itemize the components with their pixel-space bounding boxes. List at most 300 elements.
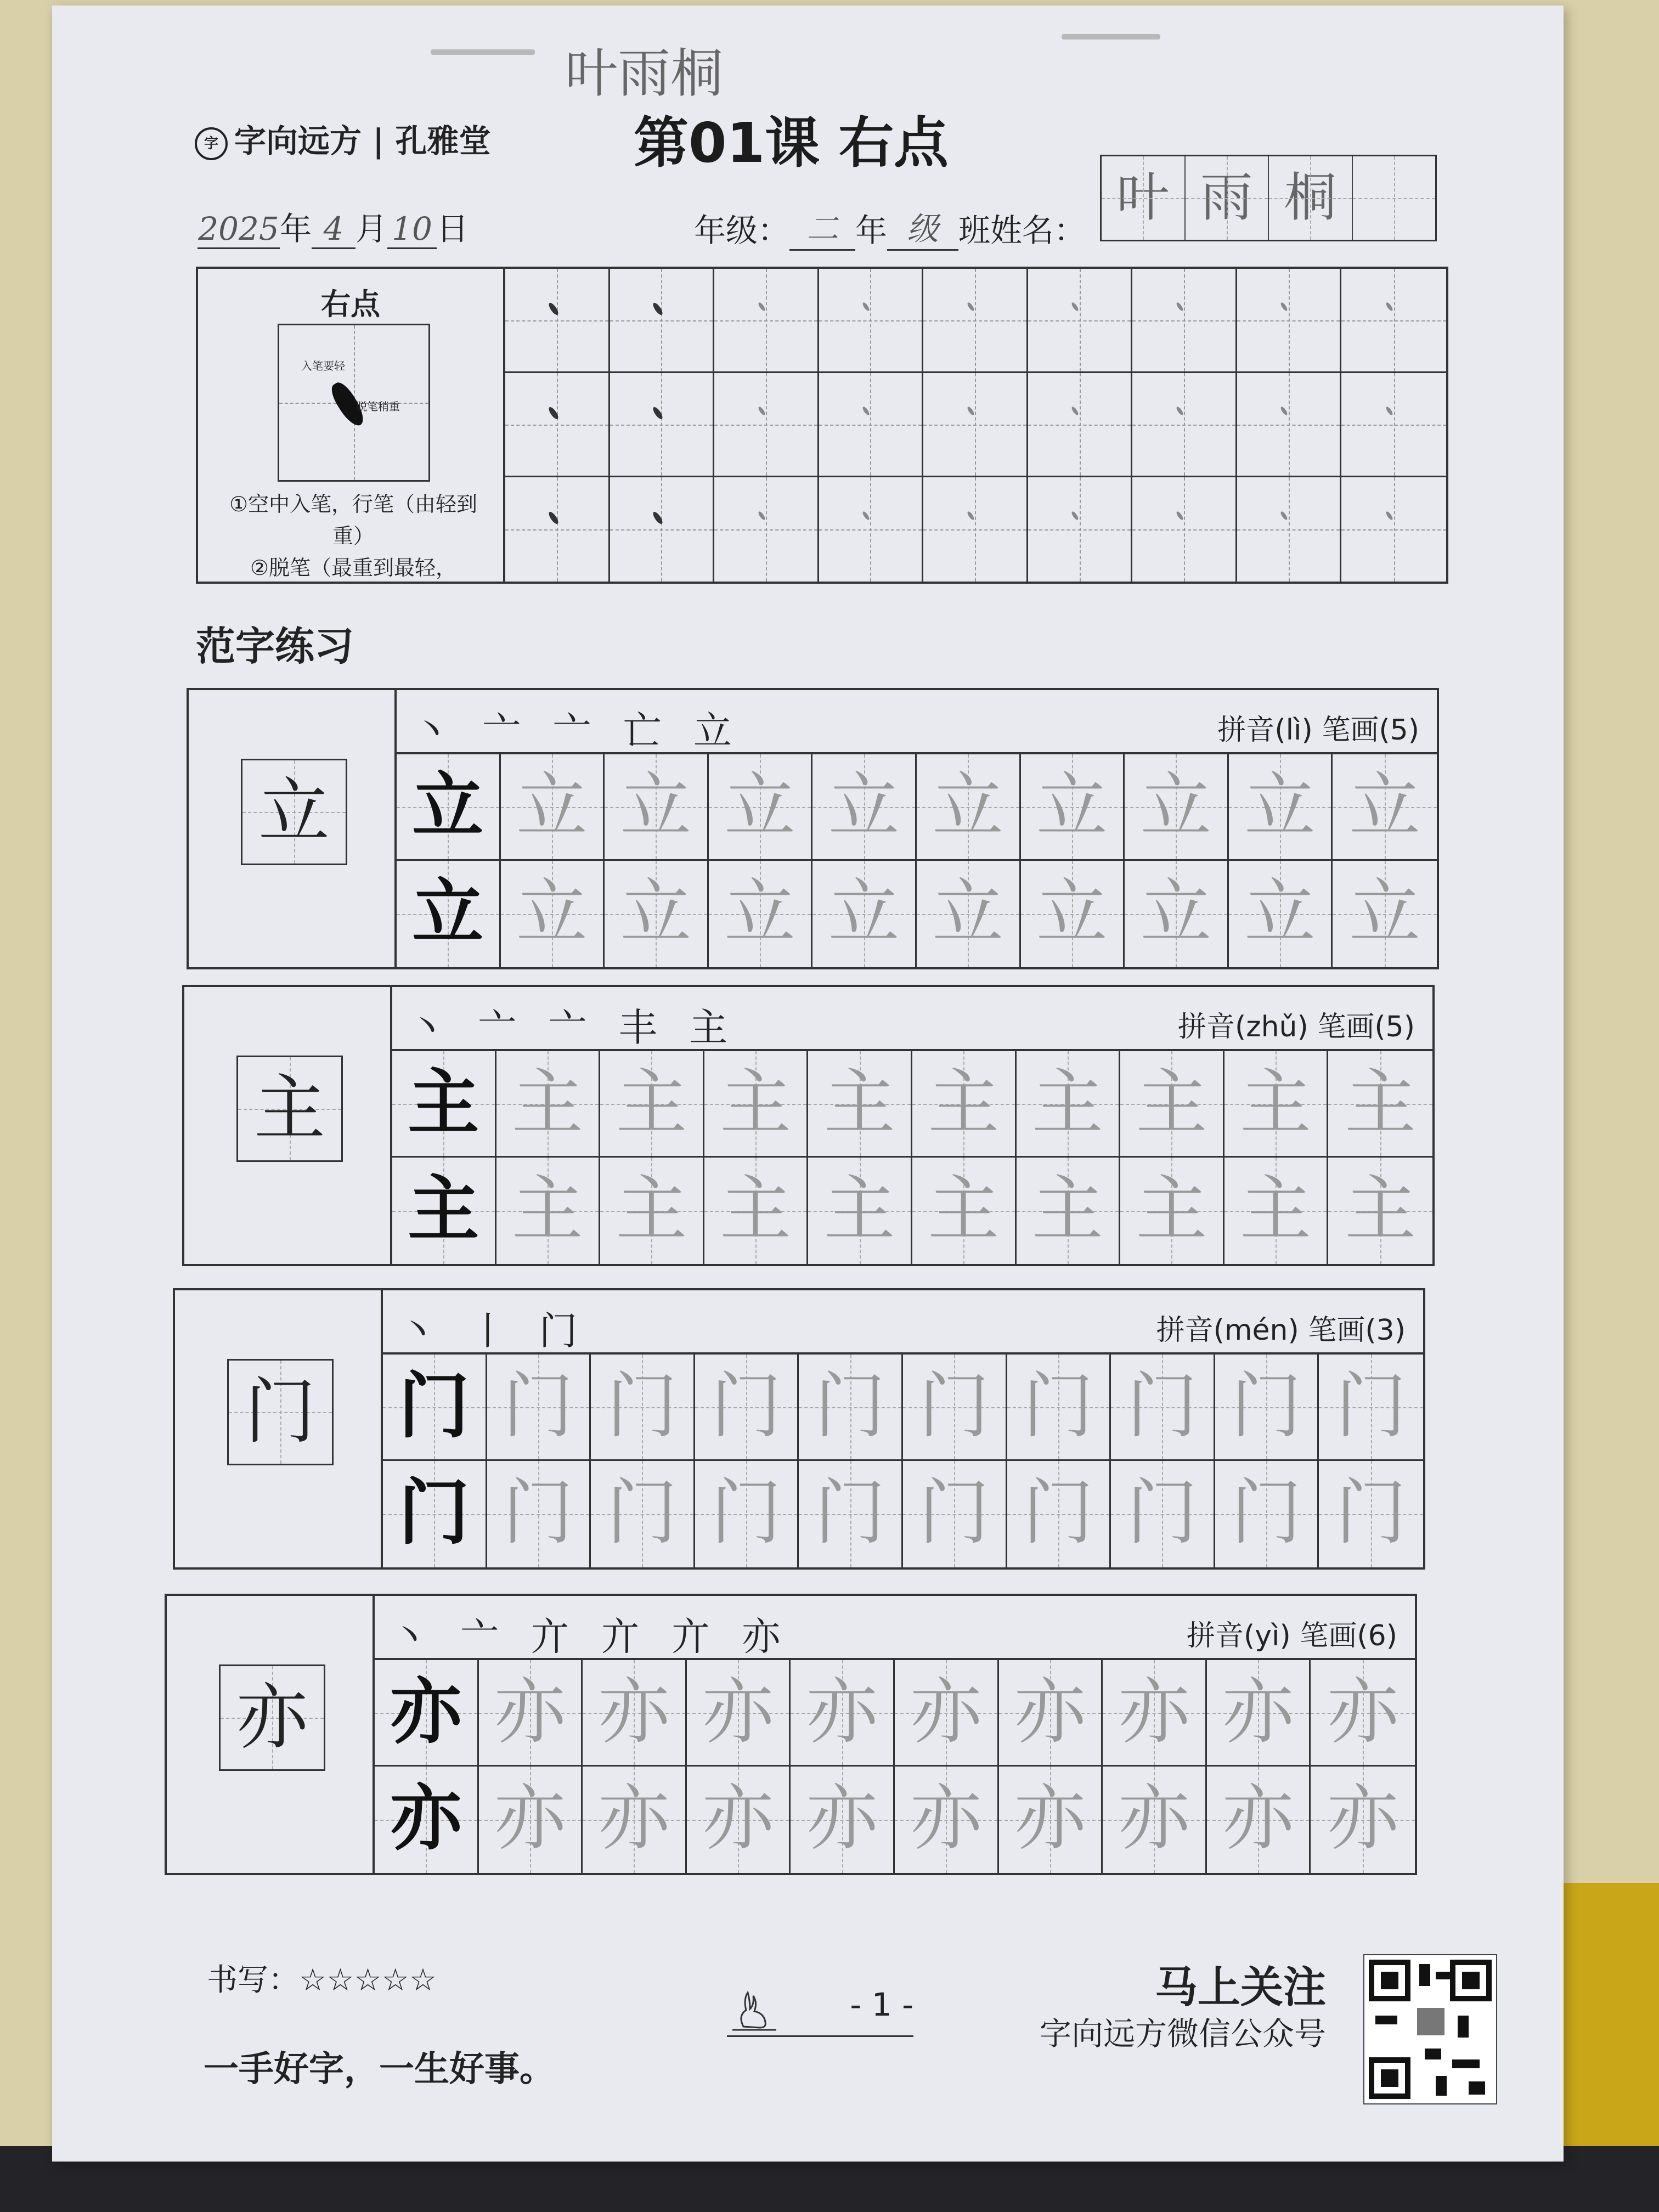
practice-cell[interactable]	[808, 1158, 912, 1264]
page-number-text: - 1 -	[850, 1986, 913, 2023]
staple-left	[431, 49, 535, 55]
stroke-practice-cell[interactable]	[923, 477, 1028, 582]
model-char-text: 亦	[390, 1776, 462, 1860]
handwritten-char: 立	[828, 871, 900, 954]
practice-cell[interactable]	[496, 1158, 601, 1264]
stroke-practice-cell[interactable]	[923, 269, 1028, 373]
practice-cell[interactable]	[1103, 1767, 1207, 1873]
handwritten-char: 立	[932, 871, 1004, 954]
practice-cell[interactable]	[1207, 1767, 1311, 1873]
stroke-order: 丶 亠 亣 亣 亣 亦	[390, 1614, 791, 1659]
model-char-cell	[383, 1355, 487, 1461]
handwritten-char: 主	[720, 1061, 792, 1144]
practice-cell[interactable]	[591, 1461, 695, 1567]
model-char-box	[236, 1056, 343, 1162]
stroke-practice-grid[interactable]	[505, 269, 1446, 582]
handwritten-char: 亦	[1014, 1670, 1086, 1753]
right-dot-mark	[862, 405, 871, 416]
handwritten-char: 立	[1244, 764, 1316, 848]
class-field[interactable]: 级	[887, 203, 958, 251]
handwritten-char: 门	[918, 1364, 990, 1448]
practice-cell[interactable]	[1017, 1158, 1121, 1264]
stroke-practice-cell[interactable]	[1028, 269, 1133, 373]
practice-cell[interactable]	[799, 1355, 903, 1461]
pinyin-label: 拼音	[1217, 714, 1275, 747]
pinyin-label: 拼音	[1177, 1011, 1235, 1043]
stroke-practice-block	[196, 267, 1448, 584]
practice-grid[interactable]	[392, 1051, 1432, 1264]
grade-year-label: 年	[855, 212, 888, 249]
qr-module	[1436, 1972, 1452, 1979]
right-dot-mark	[1280, 405, 1289, 416]
stroke-count-label: 笔画	[1322, 714, 1379, 747]
stroke-practice-cell[interactable]	[714, 373, 819, 477]
handwritten-char: 主	[823, 1167, 895, 1251]
rating-stars[interactable]: ☆☆☆☆☆	[299, 1962, 437, 1998]
practice-cell[interactable]	[1224, 1158, 1329, 1264]
right-dot-mark	[757, 301, 766, 312]
model-char-panel	[189, 690, 397, 967]
stroke-practice-cell[interactable]	[610, 477, 715, 582]
stroke-count-label: 笔画	[1317, 1011, 1375, 1043]
stroke-practice-cell[interactable]	[923, 373, 1028, 477]
practice-grid[interactable]	[383, 1355, 1423, 1567]
qr-code-icon[interactable]	[1363, 1954, 1497, 2104]
right-dot-mark	[862, 301, 871, 312]
handwritten-char: 门	[1126, 1471, 1198, 1554]
qr-module	[1458, 2016, 1469, 2038]
practice-cell[interactable]	[687, 1660, 791, 1767]
practice-cell[interactable]	[1333, 861, 1437, 967]
character-block	[173, 1288, 1425, 1570]
model-char: 主	[253, 1066, 325, 1150]
qr-finder-top-right	[1450, 1960, 1492, 2001]
practice-panel	[392, 987, 1432, 1264]
practice-cell[interactable]	[501, 754, 605, 861]
practice-cell[interactable]	[912, 1051, 1017, 1158]
stroke-practice-cell[interactable]	[1341, 477, 1446, 582]
practice-cell[interactable]	[799, 1461, 903, 1567]
handwritten-char: 亦	[1222, 1670, 1294, 1753]
stroke-demo-note-exit: 脱笔稍重	[356, 400, 400, 413]
practice-cell[interactable]	[1111, 1461, 1215, 1567]
model-char: 亦	[236, 1675, 308, 1759]
practice-cell[interactable]	[583, 1660, 687, 1767]
handwritten-char: 门	[1126, 1364, 1198, 1448]
model-char-text: 主	[408, 1167, 479, 1251]
practice-cell[interactable]	[479, 1660, 583, 1767]
date-day-field[interactable]: 10	[387, 210, 437, 249]
handwritten-char: 主	[928, 1167, 1000, 1251]
handwritten-char: 门	[710, 1471, 782, 1554]
handwritten-char: 立	[828, 764, 900, 848]
rating-label: 书写：	[207, 1962, 299, 1998]
stroke-count-value: (5)	[1374, 1011, 1415, 1043]
stroke-practice-cell[interactable]	[1028, 477, 1133, 582]
model-char-cell	[375, 1660, 479, 1767]
right-dot-mark	[966, 301, 975, 312]
pinyin-label: 拼音	[1186, 1620, 1244, 1652]
practice-cell[interactable]	[600, 1051, 704, 1158]
stroke-demo-box	[278, 324, 430, 482]
char-meta	[1187, 1612, 1397, 1654]
practice-cell[interactable]	[1207, 1660, 1311, 1767]
practice-cell[interactable]	[791, 1767, 895, 1873]
handwritten-char: 立	[724, 871, 796, 954]
right-dot-mark	[1385, 510, 1394, 521]
right-dot-mark	[1175, 510, 1184, 521]
practice-cell[interactable]	[1007, 1461, 1111, 1567]
practice-cell[interactable]	[704, 1051, 809, 1158]
name-char-1[interactable]: 叶	[1102, 156, 1186, 240]
practice-cell[interactable]	[812, 754, 917, 861]
date-day-label: 日	[437, 210, 469, 247]
handwritten-char: 亦	[1118, 1670, 1190, 1753]
handwritten-char: 门	[814, 1364, 886, 1448]
stroke-practice-cell[interactable]	[714, 269, 819, 373]
handwritten-char: 立	[932, 764, 1004, 848]
model-char-box	[219, 1664, 325, 1771]
stroke-practice-cell[interactable]	[819, 269, 924, 373]
handwritten-char: 门	[502, 1471, 574, 1554]
stroke-demo-note-entry: 入笔要轻	[301, 359, 345, 373]
handwritten-char: 立	[516, 764, 588, 848]
practice-cell[interactable]	[1120, 1051, 1224, 1158]
practice-cell[interactable]	[791, 1660, 895, 1767]
date-line	[198, 203, 469, 249]
practice-cell[interactable]	[903, 1461, 1007, 1567]
handwritten-char: 主	[1345, 1167, 1417, 1251]
right-dot-mark	[652, 301, 664, 316]
stroke-count-value: (6)	[1357, 1620, 1397, 1652]
right-dot-mark	[1385, 405, 1394, 416]
handwritten-char: 立	[1036, 871, 1108, 954]
practice-cell[interactable]	[999, 1660, 1103, 1767]
right-dot-mark	[757, 405, 766, 416]
stroke-practice-cell[interactable]	[610, 373, 715, 477]
follow-subtitle: 字向远方微信公众号	[1040, 2015, 1327, 2052]
handwritten-char: 门	[1022, 1364, 1094, 1448]
practice-cell[interactable]	[999, 1767, 1103, 1873]
model-char-text: 主	[408, 1060, 479, 1144]
handwritten-char: 主	[928, 1061, 1000, 1144]
practice-cell[interactable]	[605, 754, 709, 861]
handwritten-char: 亦	[1118, 1776, 1190, 1860]
right-dot-mark	[757, 510, 766, 521]
model-char-panel	[184, 987, 392, 1264]
right-dot-mark	[547, 301, 560, 316]
pinyin-value: (mén)	[1213, 1314, 1299, 1347]
handwritten-char: 立	[516, 871, 588, 954]
model-char-panel	[175, 1290, 383, 1567]
stroke-practice-cell[interactable]	[1132, 477, 1237, 582]
practice-cell[interactable]	[687, 1767, 791, 1873]
pinyin-value: (yì)	[1243, 1620, 1291, 1652]
name-char-3[interactable]: 桐	[1269, 156, 1353, 240]
model-char-text: 门	[398, 1470, 470, 1554]
handwritten-char: 立	[1244, 871, 1316, 954]
handwritten-char: 门	[710, 1364, 782, 1448]
stroke-practice-cell[interactable]	[505, 269, 610, 373]
practice-grid[interactable]	[397, 754, 1437, 967]
stroke-step-1: ①空中入笔，行笔（由轻到重）	[229, 492, 478, 548]
date-month-field[interactable]: 4	[312, 210, 356, 249]
right-dot-mark	[1385, 301, 1394, 312]
practice-cell[interactable]	[704, 1158, 809, 1264]
practice-cell[interactable]	[591, 1355, 695, 1461]
practice-cell[interactable]	[496, 1051, 601, 1158]
practice-cell[interactable]	[695, 1355, 799, 1461]
right-dot-mark	[1071, 301, 1080, 312]
handwritten-char: 亦	[910, 1670, 982, 1753]
handwritten-char: 立	[620, 764, 692, 848]
practice-cell[interactable]	[1103, 1660, 1207, 1767]
practice-cell[interactable]	[917, 754, 1021, 861]
grade-field[interactable]: 二	[789, 203, 855, 251]
practice-cell[interactable]	[1328, 1051, 1432, 1158]
model-char-text: 立	[412, 764, 484, 848]
stroke-info	[198, 269, 505, 582]
stroke-practice-cell[interactable]	[819, 477, 924, 582]
model-char: 门	[244, 1370, 316, 1453]
char-header	[397, 690, 1437, 754]
practice-cell[interactable]	[487, 1461, 591, 1567]
stroke-practice-cell[interactable]	[1237, 269, 1342, 373]
date-year-label: 年	[280, 210, 312, 247]
practice-cell[interactable]	[479, 1767, 583, 1873]
stroke-practice-cell[interactable]	[1028, 373, 1133, 477]
qr-center-logo	[1417, 2008, 1444, 2035]
right-dot-mark	[1071, 510, 1080, 521]
practice-panel	[397, 690, 1437, 967]
handwritten-char: 立	[1349, 764, 1421, 848]
stroke-count-value: (3)	[1365, 1314, 1406, 1347]
model-char: 立	[258, 770, 330, 853]
handwritten-char: 亦	[598, 1776, 670, 1860]
practice-cell[interactable]	[1021, 754, 1125, 861]
model-char-cell	[397, 754, 501, 861]
right-dot-mark	[652, 510, 664, 525]
handwritten-char: 主	[1031, 1167, 1103, 1251]
practice-cell[interactable]	[1229, 754, 1333, 861]
handwritten-char: 立	[1140, 871, 1212, 954]
lesson-title: 第01课 右点	[634, 111, 949, 175]
practice-cell[interactable]	[1125, 861, 1229, 967]
stroke-step-2: ②脱笔（最重到最轻，	[250, 556, 457, 580]
handwritten-char: 主	[1031, 1061, 1103, 1144]
practice-cell[interactable]	[1333, 754, 1437, 861]
name-box[interactable]	[1100, 155, 1437, 241]
handwritten-char: 门	[1231, 1471, 1302, 1554]
practice-cell[interactable]	[1311, 1767, 1415, 1873]
char-meta	[1178, 1003, 1415, 1045]
handwritten-char: 门	[1335, 1471, 1407, 1554]
practice-cell[interactable]	[501, 861, 605, 967]
handwritten-char: 门	[918, 1471, 990, 1554]
handwritten-char: 主	[616, 1167, 687, 1251]
practice-cell[interactable]	[917, 861, 1021, 967]
handwritten-char: 主	[616, 1061, 687, 1144]
practice-cell[interactable]	[1319, 1355, 1423, 1461]
handwritten-char: 亦	[494, 1670, 566, 1753]
practice-cell[interactable]	[895, 1660, 999, 1767]
practice-cell[interactable]	[912, 1158, 1017, 1264]
logo-text: 字向远方 | 孔雅堂	[234, 122, 491, 160]
handwritten-name-top: 叶雨桐	[565, 43, 723, 104]
practice-cell[interactable]	[1007, 1355, 1111, 1461]
practice-cell[interactable]	[1120, 1158, 1224, 1264]
right-dot-mark	[966, 510, 975, 521]
staple-right	[1062, 34, 1160, 40]
stroke-practice-cell[interactable]	[505, 373, 610, 477]
qr-module	[1419, 1964, 1430, 1986]
handwritten-char: 主	[823, 1061, 895, 1144]
practice-cell[interactable]	[1125, 754, 1229, 861]
handwritten-char: 亦	[702, 1670, 774, 1753]
stroke-practice-cell[interactable]	[610, 269, 715, 373]
right-dot-mark	[547, 405, 560, 420]
practice-cell[interactable]	[1021, 861, 1125, 967]
practice-cell[interactable]	[1215, 1355, 1319, 1461]
practice-cell[interactable]	[1229, 861, 1333, 967]
handwritten-char: 立	[1140, 764, 1212, 848]
right-dot-mark	[1071, 405, 1080, 416]
practice-cell[interactable]	[605, 861, 709, 967]
right-dot-mark	[1280, 301, 1289, 312]
stroke-practice-cell[interactable]	[1237, 477, 1342, 582]
handwritten-char: 门	[606, 1471, 678, 1554]
handwritten-char: 立	[1349, 871, 1421, 954]
stroke-count-value: (5)	[1379, 714, 1419, 747]
stroke-practice-cell[interactable]	[1237, 373, 1342, 477]
practice-cell[interactable]	[812, 861, 917, 967]
worksheet-paper	[52, 5, 1564, 2162]
stroke-practice-cell[interactable]	[819, 373, 924, 477]
right-dot-mark	[966, 405, 975, 416]
char-meta	[1156, 1307, 1406, 1348]
practice-cell[interactable]	[1017, 1051, 1121, 1158]
handwritten-char: 主	[1240, 1061, 1312, 1144]
practice-cell[interactable]	[600, 1158, 704, 1264]
character-block	[182, 985, 1435, 1266]
handwritten-char: 亦	[1327, 1776, 1399, 1860]
pinyin-label: 拼音	[1156, 1314, 1214, 1347]
stroke-count-label: 笔画	[1300, 1620, 1357, 1652]
handwritten-char: 门	[814, 1471, 886, 1554]
handwritten-char: 主	[720, 1167, 792, 1251]
stroke-instructions	[215, 488, 492, 584]
date-month-label: 月	[356, 210, 388, 247]
qr-finder-bottom-left	[1369, 2057, 1410, 2099]
qr-module	[1469, 2081, 1485, 2095]
handwritten-char: 立	[1036, 764, 1108, 848]
char-header	[392, 987, 1432, 1051]
practice-cell[interactable]	[709, 754, 813, 861]
character-block	[187, 688, 1439, 969]
handwritten-char: 门	[502, 1364, 574, 1448]
right-dot-mark	[547, 510, 560, 525]
handwritten-char: 主	[1240, 1167, 1312, 1251]
qr-module	[1452, 2059, 1480, 2068]
stroke-practice-cell[interactable]	[1132, 373, 1237, 477]
handwritten-char: 立	[724, 764, 796, 848]
practice-cell[interactable]	[1111, 1355, 1215, 1461]
qr-module	[1425, 2049, 1441, 2059]
name-label: 姓名：	[990, 212, 1086, 249]
handwritten-char: 亦	[1222, 1776, 1294, 1860]
handwritten-char: 亦	[702, 1776, 774, 1860]
practice-panel	[383, 1290, 1423, 1567]
handwritten-char: 亦	[910, 1776, 982, 1860]
stroke-practice-cell[interactable]	[714, 477, 819, 582]
practice-cell[interactable]	[583, 1767, 687, 1873]
pinyin-value: (zhǔ)	[1234, 1011, 1308, 1043]
stroke-count-label: 笔画	[1308, 1314, 1365, 1347]
page-number	[727, 1986, 913, 2037]
handwritten-char: 门	[1335, 1364, 1407, 1448]
practice-cell[interactable]	[1328, 1158, 1432, 1264]
stroke-practice-cell[interactable]	[505, 477, 610, 582]
right-dot-mark	[862, 510, 871, 521]
stroke-practice-cell[interactable]	[1341, 269, 1446, 373]
logo-mark-icon: 字	[195, 127, 228, 160]
handwritten-char: 亦	[1014, 1776, 1086, 1860]
practice-cell[interactable]	[895, 1767, 999, 1873]
practice-grid[interactable]	[375, 1660, 1415, 1873]
stroke-practice-cell[interactable]	[1341, 373, 1446, 477]
char-meta	[1217, 707, 1419, 748]
qr-module	[1436, 2076, 1447, 2096]
handwritten-char: 主	[511, 1167, 583, 1251]
stroke-practice-cell[interactable]	[1132, 269, 1237, 373]
handwritten-char: 主	[1136, 1167, 1207, 1251]
practice-cell[interactable]	[1319, 1461, 1423, 1567]
name-char-4[interactable]	[1353, 156, 1436, 240]
model-char-box	[241, 759, 347, 865]
section-title: 范字练习	[196, 623, 354, 669]
grade-label: 年级：	[694, 212, 790, 249]
practice-panel	[375, 1596, 1415, 1873]
character-block	[165, 1594, 1417, 1875]
practice-cell[interactable]	[1215, 1461, 1319, 1567]
right-dot-mark	[652, 405, 664, 420]
date-year-field[interactable]: 2025	[198, 210, 280, 249]
handwritten-char: 亦	[1327, 1670, 1399, 1753]
name-char-2[interactable]: 雨	[1186, 156, 1269, 240]
handwritten-char: 门	[606, 1364, 678, 1448]
stroke-order: 丶 丨 门	[398, 1308, 588, 1353]
practice-cell[interactable]	[1311, 1660, 1415, 1767]
practice-cell[interactable]	[695, 1461, 799, 1567]
rating	[207, 1956, 437, 2000]
qr-module	[1375, 2016, 1397, 2024]
stroke-order: 丶 亠 亠 丰 主	[408, 1005, 738, 1050]
right-dot-mark	[1175, 301, 1184, 312]
model-char-cell	[392, 1158, 496, 1264]
practice-cell[interactable]	[709, 861, 813, 967]
practice-cell[interactable]	[487, 1355, 591, 1461]
model-char-text: 立	[412, 870, 484, 954]
pinyin-value: (lì)	[1274, 714, 1313, 747]
practice-cell[interactable]	[903, 1355, 1007, 1461]
follow-title: 马上关注	[1155, 1963, 1327, 2012]
qr-finder-top-left	[1369, 1960, 1410, 2001]
practice-cell[interactable]	[808, 1051, 912, 1158]
right-dot-mark	[1175, 405, 1184, 416]
model-char-cell	[383, 1461, 487, 1567]
class-label: 班	[958, 212, 991, 249]
practice-cell[interactable]	[1224, 1051, 1329, 1158]
